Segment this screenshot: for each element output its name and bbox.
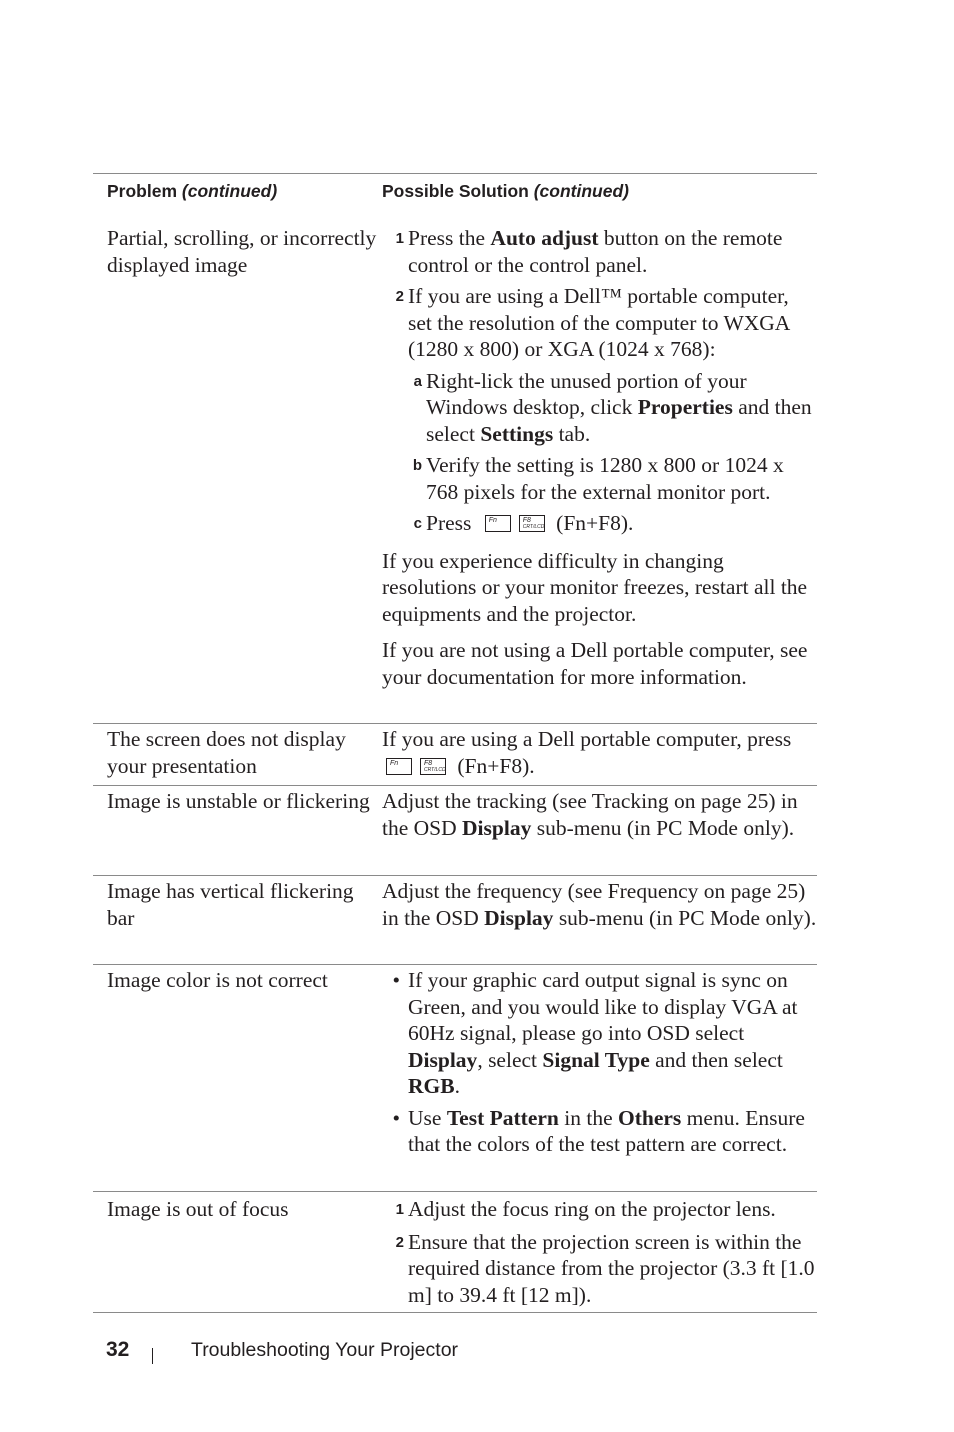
- table-row: [93, 724, 817, 786]
- substep-text: [426, 510, 817, 538]
- problem-cell: Image is out of focus: [107, 1197, 289, 1221]
- settings-term: Settings: [480, 421, 554, 446]
- text: in the: [558, 1105, 618, 1130]
- step-number: 1: [395, 1201, 404, 1218]
- text: sub-menu (in PC Mode only).: [553, 905, 817, 930]
- header-solution-continued: (continued): [533, 181, 629, 201]
- text: and then select: [426, 395, 812, 446]
- header-problem-label: Problem: [107, 181, 178, 201]
- note-paragraph: If you are not using a Dell portable computer, see your documentation for more information.: [382, 638, 808, 689]
- note-paragraph: If you experience difficulty in changing resolutions or your monitor freezes, restart all the equipments and the projector.: [382, 548, 808, 626]
- text: (Fn+F8).: [457, 753, 535, 778]
- solution-cell: [382, 786, 817, 875]
- bullet-icon: •: [392, 1105, 400, 1130]
- display-term: Display: [462, 815, 532, 840]
- step-text: Ensure that the projection screen is within the required distance from the projector (3.3 ft [1.0 m] to 39.4 ft [12 m]).: [408, 1229, 815, 1307]
- solution-cell: [382, 965, 817, 1191]
- substep-b: [408, 452, 817, 505]
- step-2: [382, 283, 817, 363]
- bullet-item: [382, 1105, 817, 1158]
- text: tab.: [553, 421, 591, 446]
- header-problem-continued: (continued): [181, 181, 278, 201]
- text: .: [454, 1074, 460, 1098]
- properties-term: Properties: [637, 395, 733, 419]
- step-number: 2: [395, 1233, 404, 1251]
- step-number: 2: [395, 288, 404, 305]
- header-solution-label: Possible Solution: [382, 181, 529, 201]
- test-pattern-term: Test Pattern: [446, 1105, 559, 1130]
- substep-c: [408, 510, 817, 538]
- chapter-title: Troubleshooting Your Projector: [191, 1339, 459, 1361]
- text: Right-lick the unused portion of your Windows desktop, click: [426, 368, 747, 419]
- problem-cell: Partial, scrolling, or incorrectly displayed image: [107, 226, 377, 277]
- fn-key-label: Fn: [390, 759, 399, 767]
- table-row: [93, 1192, 817, 1313]
- display-term: Display: [408, 1047, 478, 1072]
- header-problem: [93, 174, 382, 202]
- text: button on the remote control or the control panel.: [408, 226, 783, 277]
- f8-key-label: F8: [424, 759, 433, 767]
- substep-letter: c: [413, 515, 422, 532]
- table-header-row: [93, 174, 817, 215]
- problem-cell: Image color is not correct: [107, 968, 328, 992]
- problem-cell: Image is unstable or flickering: [107, 789, 370, 813]
- step-1: [382, 225, 817, 278]
- text: Press the: [408, 226, 491, 250]
- bullet-item: [382, 967, 817, 1100]
- step-text: [408, 225, 817, 278]
- text: sub-menu (in PC Mode only).: [531, 815, 795, 840]
- text: menu. Ensure that the colors of the test pattern are correct.: [408, 1105, 805, 1156]
- text: (Fn+F8).: [556, 511, 634, 535]
- substep-letter: b: [412, 457, 422, 474]
- step-text: If you are using a Dell™ portable computer, set the resolution of the computer to WXGA (1280 x 800) or XGA (1024 x 768):: [408, 284, 790, 361]
- f8-key-sublabel: CRT/LCD: [424, 766, 446, 773]
- footer-divider: [152, 1348, 153, 1364]
- text: Use: [408, 1105, 447, 1130]
- substep-letter: a: [413, 372, 422, 390]
- rgb-term: RGB: [408, 1074, 455, 1098]
- table-row: [93, 786, 817, 876]
- text: , select: [477, 1047, 543, 1072]
- solution-cell: [382, 215, 817, 723]
- text: Adjust the tracking (see Tracking on page 25) in the OSD: [382, 789, 798, 840]
- table-row: [93, 876, 817, 965]
- solution-cell: [382, 1192, 817, 1312]
- text: Press: [426, 511, 472, 535]
- text: Adjust the frequency (see Frequency on page 25) in the OSD: [382, 879, 806, 930]
- solution-cell: [382, 876, 817, 964]
- header-solution: [382, 174, 817, 202]
- step-text: Adjust the focus ring on the projector lens.: [408, 1197, 776, 1221]
- substep-text: Verify the setting is 1280 x 800 or 1024 x 768 pixels for the external monitor port.: [426, 453, 784, 504]
- table-row: [93, 215, 817, 724]
- step-number: 1: [395, 230, 404, 247]
- text: and then select: [649, 1047, 783, 1072]
- auto-adjust-term: Auto adjust: [490, 226, 599, 250]
- substep-text: [426, 368, 817, 448]
- substep-a: [408, 368, 817, 448]
- table-row: [93, 965, 817, 1192]
- problem-cell: The screen does not display your presentation: [107, 727, 346, 778]
- bullet-text: [408, 1105, 817, 1158]
- others-term: Others: [618, 1105, 682, 1130]
- fn-key-icon: [386, 758, 412, 775]
- problem-cell: Image has vertical flickering bar: [107, 879, 354, 930]
- signal-type-term: Signal Type: [542, 1047, 650, 1072]
- f8-key-icon: [420, 758, 446, 775]
- f8-key-sublabel: CRT/LCD: [522, 524, 545, 530]
- f8-key-label: F8: [522, 517, 531, 524]
- text: If your graphic card output signal is sync on Green, and you would like to display VGA at 60Hz signal, please go into OSD select: [408, 968, 798, 1045]
- bullet-icon: •: [392, 968, 400, 992]
- display-term: Display: [484, 905, 554, 930]
- f8-key-icon: [519, 515, 545, 532]
- step-1: [382, 1196, 817, 1224]
- step-2: [382, 1229, 817, 1309]
- bullet-text: [408, 967, 817, 1100]
- solution-cell: [382, 724, 817, 785]
- troubleshooting-table: [93, 173, 817, 1313]
- fn-key-icon: [485, 515, 511, 532]
- page-number: 32: [106, 1338, 130, 1361]
- fn-key-label: Fn: [488, 517, 497, 524]
- text: If you are using a Dell portable computer, press: [382, 727, 792, 751]
